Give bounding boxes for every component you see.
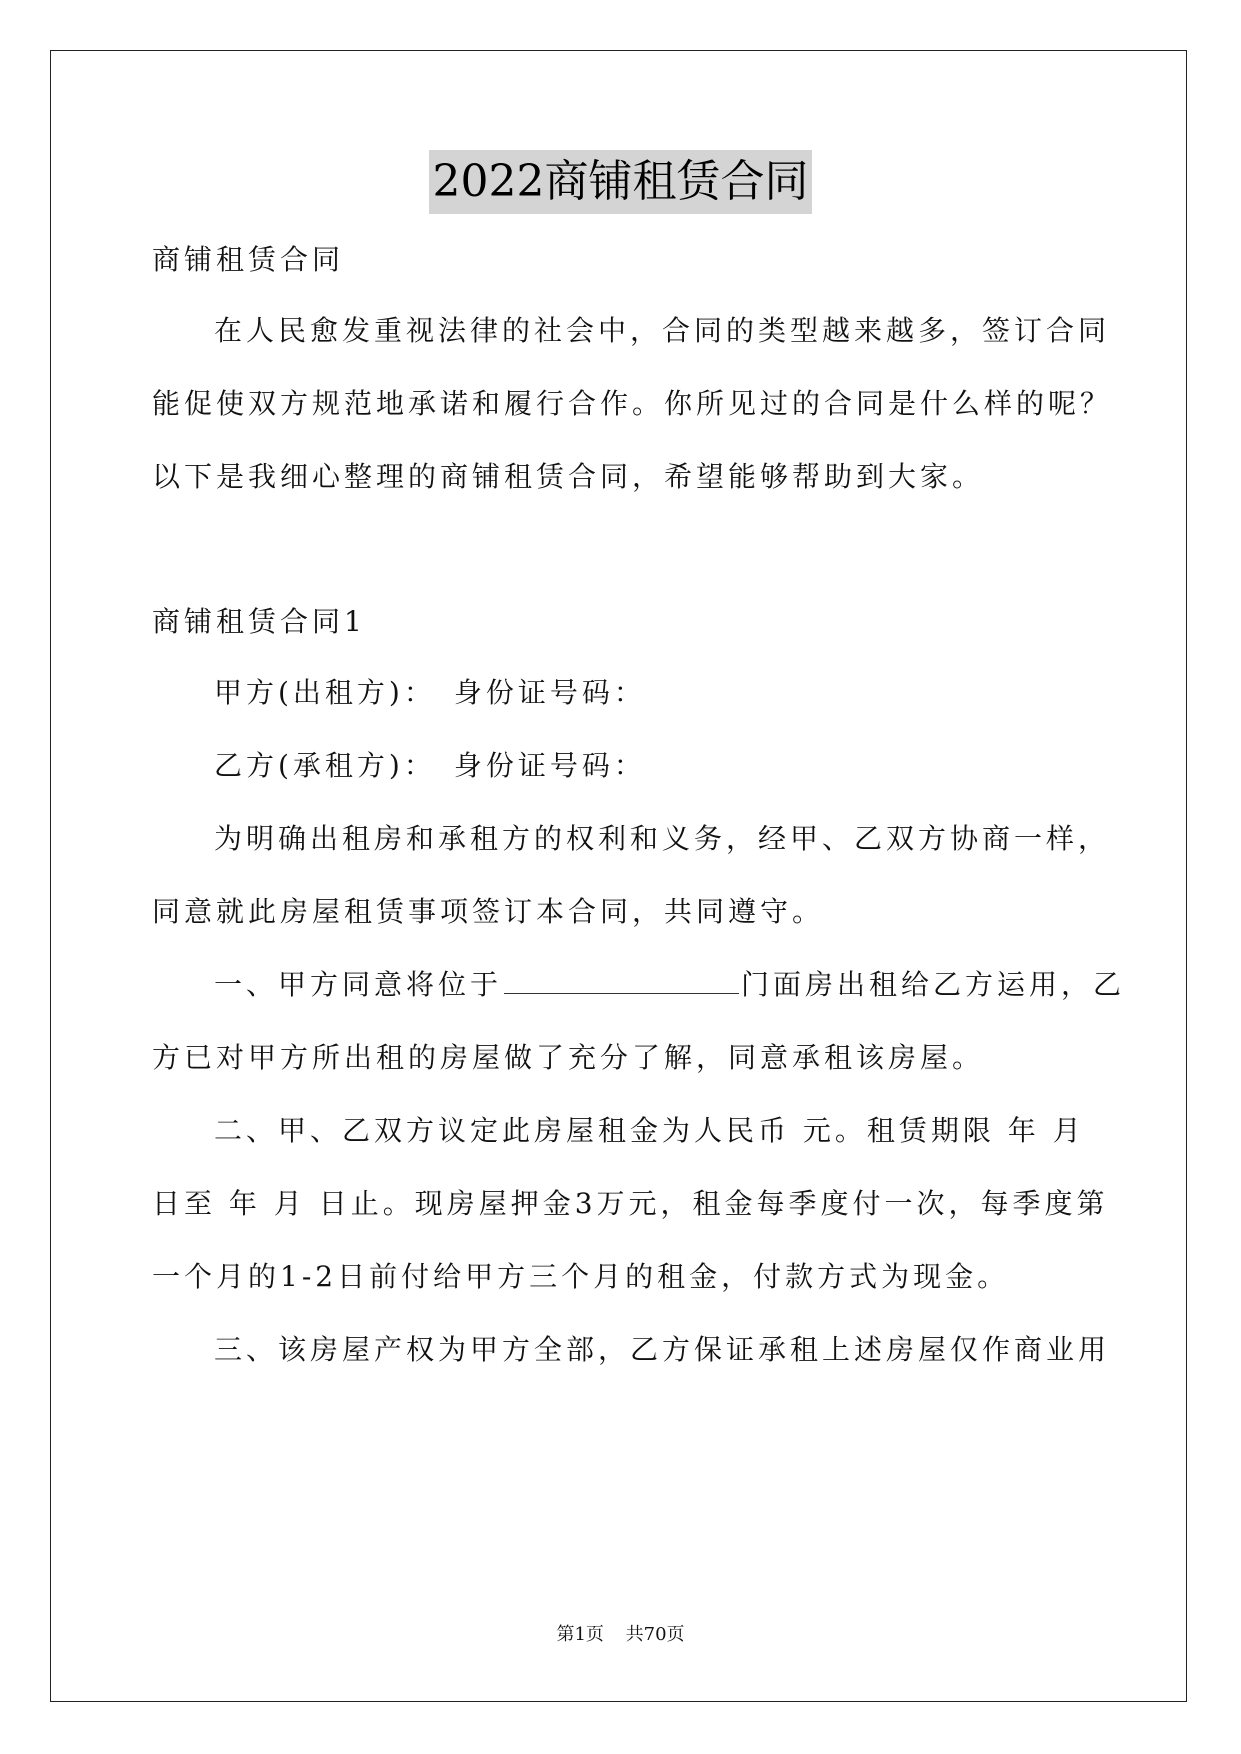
intro-line-2: 能促使双方规范地承诺和履行合作。你所见过的合同是什么样的呢？ [152, 387, 1113, 420]
purpose-line-1: 为明确出租房和承租方的权利和义务，经甲、乙双方协商一样， [214, 822, 1111, 855]
page-footer [0, 1622, 1241, 1648]
party-a-line: 甲方(出租方)： 身份证号码： [214, 676, 646, 709]
page-number: 第1页 [556, 1624, 604, 1645]
clause-2-line-3: 一个月的1-2日前付给甲方三个月的租金，付款方式为现金。 [152, 1260, 1010, 1293]
clause-1-line-2: 方已对甲方所出租的房屋做了充分了解，同意承租该房屋。 [152, 1041, 985, 1074]
clause-3-line-1: 三、该房屋产权为甲方全部，乙方保证承租上述房屋仅作商业用 [214, 1333, 1111, 1366]
document-subtitle: 商铺租赁合同 [152, 243, 345, 276]
party-b-line: 乙方(承租方)： 身份证号码： [214, 749, 646, 782]
clause-1-text-before-blank: 一、甲方同意将位于 [214, 968, 503, 1001]
address-blank-field [504, 965, 739, 994]
intro-line-1: 在人民愈发重视法律的社会中，合同的类型越来越多，签订合同 [214, 314, 1111, 347]
title-container [0, 150, 1241, 214]
clause-1-line-1 [214, 965, 1125, 1005]
purpose-line-2: 同意就此房屋租赁事项签订本合同，共同遵守。 [152, 895, 825, 928]
page-total: 共70页 [625, 1624, 685, 1645]
page-border [50, 50, 1187, 1702]
clause-1-text-after-blank: 门面房出租给乙方运用，乙 [741, 968, 1126, 1001]
clause-2-line-2: 日至 年 月 日止。现房屋押金3万元，租金每季度付一次，每季度第 [152, 1187, 1109, 1220]
document-title: 2022商铺租赁合同 [429, 150, 813, 214]
intro-line-3: 以下是我细心整理的商铺租赁合同，希望能够帮助到大家。 [152, 460, 985, 493]
clause-2-line-1: 二、甲、乙双方议定此房屋租金为人民币 元。租赁期限 年 月 [214, 1114, 1085, 1147]
section-heading: 商铺租赁合同1 [152, 605, 366, 638]
